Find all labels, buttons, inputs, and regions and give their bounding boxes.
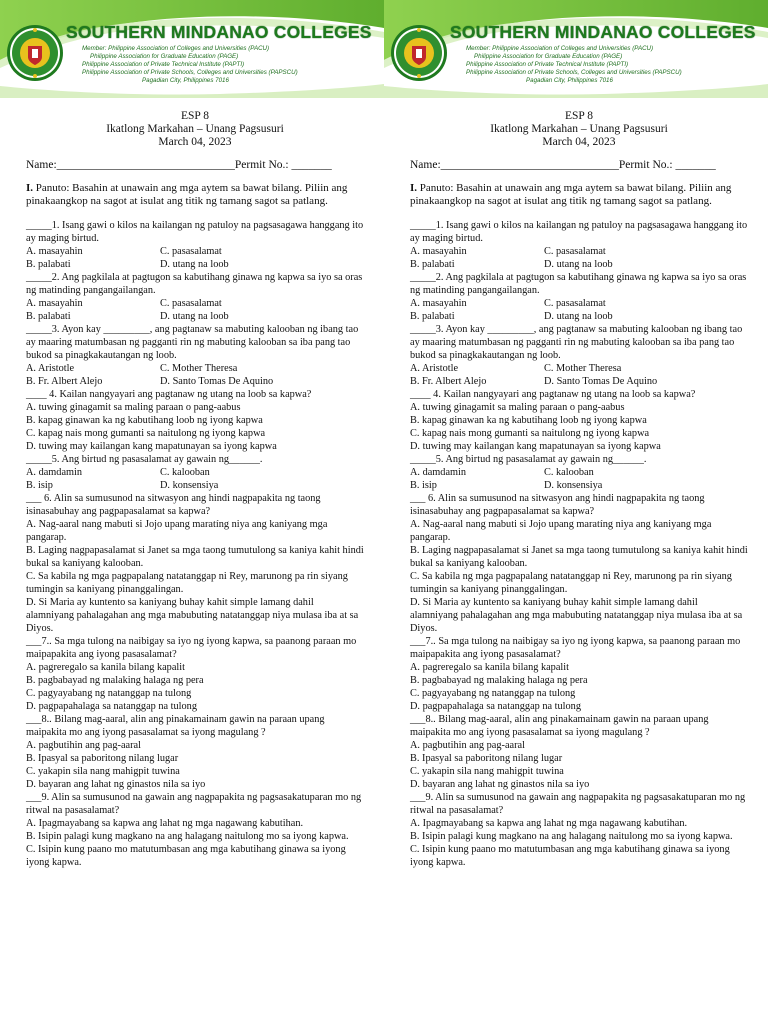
exam-copy-right — [384, 0, 768, 1024]
choice: B. Laging nagpapasalamat si Janet sa mga taong tumutulong sa kaniya kahit hindi bukal sa kaniyang kalooban. — [26, 545, 364, 569]
question-text: ___9. Alin sa sumusunod na gawain ang nagpapakita ng pagsasakatuparan mo ng ritwal na pasasalamat? — [26, 792, 362, 816]
choice: D. utang na loob — [160, 259, 229, 270]
choice: B. Fr. Albert Alejo — [410, 376, 487, 387]
choice: C. pagyayabang ng natanggap na tulong — [26, 688, 192, 699]
choices — [410, 466, 748, 492]
choice: A. damdamin — [410, 467, 467, 478]
instructions — [410, 182, 748, 208]
instruction-text: Panuto: Basahin at unawain ang mga aytem sa bawat bilang. Piliin ang pinakaangkop na sagot at isulat ang titik ng tamang sagot sa patlang. — [410, 182, 732, 207]
school-logo-icon — [390, 24, 448, 82]
question-3 — [410, 323, 748, 388]
question-7 — [26, 635, 364, 713]
membership-line: Philippine Association of Private Schools, Colleges and Universities (PAPSCU) — [82, 69, 298, 76]
question-2 — [26, 271, 364, 323]
choice: C. kalooban — [544, 467, 594, 478]
exam-heading — [410, 110, 748, 149]
choice: A. pagbutihin ang pag-aaral — [410, 740, 525, 751]
question-4 — [26, 388, 364, 453]
name-permit-line[interactable]: Name:_______________________________Permit No.: _______ — [26, 159, 332, 171]
school-memberships — [466, 45, 762, 85]
membership-line: Philippine Association for Graduate Education (PAGE) — [90, 53, 239, 60]
exam-subject: ESP 8 — [564, 110, 593, 122]
choice: C. pasasalamat — [160, 246, 222, 257]
exam-content — [384, 110, 768, 869]
choice: A. Ipagmayabang sa kapwa ang lahat ng mga nagawang kabutihan. — [410, 818, 688, 829]
choice: B. palabati — [26, 259, 71, 270]
school-name: SOUTHERN MINDANAO COLLEGES — [66, 22, 372, 42]
choice: B. Ipasyal sa paboritong nilang lugar — [410, 753, 563, 764]
question-2 — [410, 271, 748, 323]
choice: A. Aristotle — [410, 363, 459, 374]
choice: A. Nag-aaral nang mabuti si Jojo upang maratíng niya ang kaniyang mga pangarap. — [26, 519, 328, 543]
choice: D. utang na loob — [544, 311, 613, 322]
choice: D. Si Maria ay kuntento sa kaniyang buhay kahit simple lamang dahil alamniyang pahalagahan ang mga mabubuting natatanggap niya mulasa iba at sa Diyos. — [26, 597, 359, 634]
membership-line: Philippine Association of Private Technical Institute (PAPTI) — [466, 61, 629, 68]
choice: D. utang na loob — [544, 259, 613, 270]
question-3 — [26, 323, 364, 388]
school-header — [0, 0, 384, 98]
exam-quarter: Ikatlong Markahan – Unang Pagsusuri — [106, 123, 284, 135]
question-1 — [26, 219, 364, 271]
question-text: _____1. Isang gawi o kilos na kailangan ng patuloy na pagsasagawa hanggang ito ay maging birtud. — [410, 220, 748, 244]
question-text: ___ 6. Alin sa sumusunod na sitwasyon ang hindi nagpapakita ng taong isinasabuhay ang pagpapasalamat sa kapwa? — [410, 493, 705, 517]
choices — [26, 362, 364, 388]
choice: C. yakapin sila nang mahigpit tuwina — [26, 766, 180, 777]
choice: B. isip — [26, 480, 53, 491]
question-text: _____5. Ang birtud ng pasasalamat ay gawain ng______. — [26, 454, 263, 465]
choice: C. Sa kabila ng mga pagpapalang natatanggap ni Rey, marunong pa rin siyang tumingin sa kaniyang pinanggalingan. — [410, 571, 732, 595]
question-text: _____1. Isang gawi o kilos na kailangan ng patuloy na pagsasagawa hanggang ito ay maging birtud. — [26, 220, 364, 244]
question-text: _____3. Ayon kay _________, ang pagtanaw sa mabuting kalooban ng ibang tao ay maaring matumbasan ng pagganti rin ng mabuting kalooban sa iba pang tao bukod sa pinagkakautangan ng loob. — [26, 324, 359, 361]
choice: D. utang na loob — [160, 311, 229, 322]
choice: A. masayahin — [26, 246, 83, 257]
choices — [410, 297, 748, 323]
exam-date: March 04, 2023 — [542, 136, 616, 148]
choice: B. pagbabayad ng malaking halaga ng pera — [410, 675, 588, 686]
choice: A. tuwing ginagamit sa maling paraan o pang-aabus — [26, 402, 241, 413]
membership-line: Philippine Association for Graduate Education (PAGE) — [474, 53, 623, 60]
exam-heading — [26, 110, 364, 149]
membership-line: Member: Philippine Association of Colleges and Universities (PACU) — [466, 45, 654, 52]
choice: A. tuwing ginagamit sa maling paraan o pang-aabus — [410, 402, 625, 413]
choice: B. Isipin palagi kung magkano na ang halagang naitulong mo sa iyong kapwa. — [410, 831, 733, 842]
exam-quarter: Ikatlong Markahan – Unang Pagsusuri — [490, 123, 668, 135]
choice: C. pasasalamat — [544, 298, 606, 309]
question-9 — [26, 791, 364, 869]
choice: D. pagpapahalaga sa natanggap na tulong — [410, 701, 581, 712]
choice: D. tuwing may kailangan kang mapatunayan sa iyong kapwa — [26, 441, 277, 452]
choice: D. konsensiya — [544, 480, 603, 491]
choice: D. bayaran ang lahat ng ginastos nila sa iyo — [410, 779, 590, 790]
question-text: ___8.. Bilang mag-aaral, alin ang pinakamainam gawin na paraan upang maipakita mo ang iyong pasasalamat sa iyong magulang ? — [410, 714, 709, 738]
instruction-number: I. — [26, 182, 34, 194]
question-8 — [26, 713, 364, 791]
membership-line: Member: Philippine Association of Colleges and Universities (PACU) — [82, 45, 270, 52]
school-address: Pagadian City, Philippines 7016 — [142, 77, 229, 84]
choice: A. pagreregalo sa kanila bilang kapalit — [410, 662, 569, 673]
question-text: _____3. Ayon kay _________, ang pagtanaw sa mabuting kalooban ng ibang tao ay maaring matumbasan ng pagganti rin ng mabuting kalooban sa iba pang tao bukod sa pinagkakautangan ng loob. — [410, 324, 743, 361]
choice: D. bayaran ang lahat ng ginastos nila sa iyo — [26, 779, 206, 790]
instruction-text: Panuto: Basahin at unawain ang mga aytem sa bawat bilang. Piliin ang pinakaangkop na sagot at isulat ang titik ng tamang sagot sa patlang. — [26, 182, 348, 207]
choice: C. Isipin kung paano mo matutumbasan ang mga kabutihang ginawa sa iyong iyong kapwa. — [410, 844, 730, 868]
exam-date: March 04, 2023 — [158, 136, 232, 148]
question-text: ___ 6. Alin sa sumusunod na sitwasyon ang hindi nagpapakita ng taong isinasabuhay ang pagpapasalamat sa kapwa? — [26, 493, 321, 517]
choice: B. Laging nagpapasalamat si Janet sa mga taong tumutulong sa kaniya kahit hindi bukal sa kaniyang kalooban. — [410, 545, 748, 569]
choice: C. Isipin kung paano mo matutumbasan ang mga kabutihang ginawa sa iyong iyong kapwa. — [26, 844, 346, 868]
choice: A. Nag-aaral nang mabuti si Jojo upang maratíng niya ang kaniyang mga pangarap. — [410, 519, 712, 543]
question-text: _____5. Ang birtud ng pasasalamat ay gawain ng______. — [410, 454, 647, 465]
choices — [26, 297, 364, 323]
choice: B. palabati — [26, 311, 71, 322]
choice: C. kapag nais mong gumanti sa naitulong ng iyong kapwa — [410, 428, 650, 439]
question-1 — [410, 219, 748, 271]
choice: B. Isipin palagi kung magkano na ang halagang naitulong mo sa iyong kapwa. — [26, 831, 349, 842]
choice: B. kapag ginawan ka ng kabutihang loob ng iyong kapwa — [410, 415, 647, 426]
question-text: ___8.. Bilang mag-aaral, alin ang pinakamainam gawin na paraan upang maipakita mo ang iyong pasasalamat sa iyong magulang ? — [26, 714, 325, 738]
choice: D. konsensiya — [160, 480, 219, 491]
choice: D. pagpapahalaga sa natanggap na tulong — [26, 701, 197, 712]
choice: C. kalooban — [160, 467, 210, 478]
question-text: ___9. Alin sa sumusunod na gawain ang nagpapakita ng pagsasakatuparan mo ng ritwal na pasasalamat? — [410, 792, 746, 816]
school-header — [384, 0, 768, 98]
choice: D. Santo Tomas De Aquino — [544, 376, 658, 387]
choices — [26, 245, 364, 271]
question-text: ___7.. Sa mga tulong na naibigay sa iyo ng iyong kapwa, sa paanong paraan mo maipapakita ang iyong pasasalamat? — [26, 636, 357, 660]
choice: B. palabati — [410, 259, 455, 270]
exam-subject: ESP 8 — [180, 110, 209, 122]
question-text: _____2. Ang pagkilala at pagtugon sa kabutihang ginawa ng kapwa sa iyo sa oras ng matinding pangangailangan. — [410, 272, 747, 296]
question-5 — [26, 453, 364, 492]
choice: A. pagbutihin ang pag-aaral — [26, 740, 141, 751]
choice: A. Aristotle — [26, 363, 75, 374]
choice: A. Ipagmayabang sa kapwa ang lahat ng mga nagawang kabutihan. — [26, 818, 304, 829]
choice: A. pagreregalo sa kanila bilang kapalit — [26, 662, 185, 673]
choice: C. kapag nais mong gumanti sa naitulong ng iyong kapwa — [26, 428, 266, 439]
instructions — [26, 182, 364, 208]
choice: A. masayahin — [410, 298, 467, 309]
name-permit-line[interactable]: Name:_______________________________Permit No.: _______ — [410, 159, 716, 171]
question-8 — [410, 713, 748, 791]
question-text: ____ 4. Kailan nangyayari ang pagtanaw ng utang na loob sa kapwa? — [410, 389, 696, 400]
choice: C. Mother Theresa — [544, 363, 622, 374]
question-6 — [26, 492, 364, 635]
question-4 — [410, 388, 748, 453]
choice: C. Sa kabila ng mga pagpapalang natatanggap ni Rey, marunong pa rin siyang tumingin sa kaniyang pinanggalingan. — [26, 571, 348, 595]
choice: D. Santo Tomas De Aquino — [160, 376, 274, 387]
choice: C. pasasalamat — [160, 298, 222, 309]
choice: B. kapag ginawan ka ng kabutihang loob ng iyong kapwa — [26, 415, 263, 426]
question-text: ___7.. Sa mga tulong na naibigay sa iyo ng iyong kapwa, sa paanong paraan mo maipapakita ang iyong pasasalamat? — [410, 636, 741, 660]
choice: A. damdamin — [26, 467, 83, 478]
choices — [26, 466, 364, 492]
choice: C. yakapin sila nang mahigpit tuwina — [410, 766, 564, 777]
choice: C. pasasalamat — [544, 246, 606, 257]
question-7 — [410, 635, 748, 713]
choice: B. Fr. Albert Alejo — [26, 376, 103, 387]
choice: B. pagbabayad ng malaking halaga ng pera — [26, 675, 204, 686]
choices — [410, 245, 748, 271]
choice: B. isip — [410, 480, 437, 491]
choice: C. Mother Theresa — [160, 363, 238, 374]
school-name: SOUTHERN MINDANAO COLLEGES — [450, 22, 756, 42]
choices — [410, 362, 748, 388]
membership-line: Philippine Association of Private Schools, Colleges and Universities (PAPSCU) — [466, 69, 682, 76]
choice: A. masayahin — [26, 298, 83, 309]
question-6 — [410, 492, 748, 635]
choice: B. palabati — [410, 311, 455, 322]
question-9 — [410, 791, 748, 869]
choice: D. Si Maria ay kuntento sa kaniyang buhay kahit simple lamang dahil alamniyang pahalagahan ang mga mabubuting natatanggap niya mulasa iba at sa Diyos. — [410, 597, 743, 634]
question-5 — [410, 453, 748, 492]
choice: A. masayahin — [410, 246, 467, 257]
exam-content — [0, 110, 384, 869]
question-text: ____ 4. Kailan nangyayari ang pagtanaw ng utang na loob sa kapwa? — [26, 389, 312, 400]
school-logo-icon — [6, 24, 64, 82]
membership-line: Philippine Association of Private Technical Institute (PAPTI) — [82, 61, 245, 68]
instruction-number: I. — [410, 182, 418, 194]
choice: D. tuwing may kailangan kang mapatunayan sa iyong kapwa — [410, 441, 661, 452]
school-address: Pagadian City, Philippines 7016 — [526, 77, 613, 84]
question-text: _____2. Ang pagkilala at pagtugon sa kabutihang ginawa ng kapwa sa iyo sa oras ng matinding pangangailangan. — [26, 272, 363, 296]
choice: B. Ipasyal sa paboritong nilang lugar — [26, 753, 179, 764]
choice: C. pagyayabang ng natanggap na tulong — [410, 688, 576, 699]
school-memberships — [82, 45, 378, 85]
